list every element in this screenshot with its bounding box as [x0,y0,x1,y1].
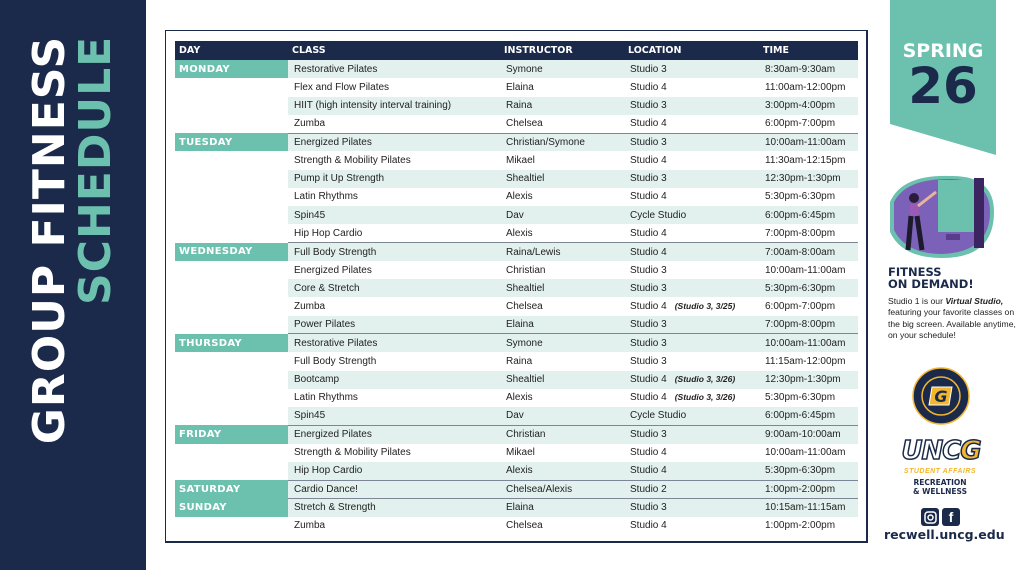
location [624,78,759,96]
instructor: Alexis [506,191,533,203]
class-name: Strength & Mobility Pilates [294,154,411,166]
table-row [175,60,858,78]
table-row [175,261,858,279]
location-name: Studio 4 [630,81,667,93]
class-name: Zumba [294,520,326,532]
class-name: Spin45 [288,206,500,224]
class-name: Hip Hop Cardio [294,227,363,239]
uncg-logo [893,436,989,466]
time: 3:00pm-4:00pm [759,97,858,115]
instructor: Chelsea [506,301,543,313]
instructor: Symone [500,60,624,78]
instructor: Raina [500,97,624,115]
time: 10:00am-11:00am [759,334,858,352]
day-empty [175,97,288,115]
table-row [175,316,858,334]
time: 7:00pm-8:00pm [765,227,836,239]
instructor: Elaina [500,498,624,516]
table-row [175,279,858,297]
table-row [175,407,858,425]
table-row [175,206,858,224]
location-name: Studio 4 [630,118,667,130]
location-name: Studio 3 [630,502,667,514]
day-empty [175,261,288,279]
location [624,97,759,115]
location-name: Studio 4 [630,301,667,313]
instructor: Christian [500,425,624,443]
day-empty [175,297,288,315]
table-row [175,444,858,462]
department-line-1: RECREATION [913,478,967,487]
location-name: Studio 4 [630,227,667,239]
location [624,206,759,224]
table-header [175,41,858,60]
department-name [890,478,990,496]
location [624,425,759,443]
location [624,297,759,315]
time: 10:00am-11:00am [759,133,858,151]
day-label: SUNDAY [175,498,288,516]
virtual-studio-illustration [882,172,996,260]
day-empty [175,206,288,224]
location-name: Studio 2 [630,483,667,495]
location [624,261,759,279]
department-line-2: & WELLNESS [913,487,967,496]
table-row [175,498,858,516]
table-row [175,352,858,370]
class-name: Cardio Dance! [288,480,500,498]
class-name: Pump it Up Strength [288,170,500,188]
time: 10:00am-11:00am [765,264,846,276]
instructor: Alexis [506,392,533,404]
promo-text-3: featuring your favorite classes on the big screen. Available anytime, on your schedule! [888,307,1016,340]
instructor: Shealtiel [500,170,624,188]
spartan-experience-seal [912,367,970,425]
day-empty [175,517,288,535]
instructor: Elaina [500,316,624,334]
class-name: Energized Pilates [288,133,500,151]
table-row [175,517,858,535]
promo-text [888,296,1018,341]
column-header-location: LOCATION [624,41,759,60]
time: 11:00am-12:00pm [765,81,846,93]
location-name: Studio 3 [630,282,667,294]
day-empty [175,407,288,425]
instructor: Christian/Symone [500,133,624,151]
location-note: (Studio 3, 3/26) [674,392,736,403]
day-label: THURSDAY [175,334,288,352]
time: 6:00pm-6:45pm [759,206,858,224]
location-name: Studio 4 [630,191,667,203]
website-link[interactable]: recwell.uncg.edu [884,527,1005,542]
location-name: Studio 4 [630,374,667,386]
day-empty [175,224,288,242]
day-empty [175,78,288,96]
class-name: Restorative Pilates [288,60,500,78]
time: 7:00am-8:00am [759,243,858,261]
class-name: Energized Pilates [294,264,372,276]
instructor: Raina [506,355,533,367]
location-name: Cycle Studio [630,209,687,221]
time: 1:00pm-2:00pm [765,520,836,532]
page-title [24,35,121,445]
location [624,133,759,151]
location [624,60,759,78]
location-name: Studio 4 [630,154,667,166]
time: 6:00pm-6:45pm [759,407,858,425]
student-affairs-label: STUDENT AFFAIRS [903,468,977,475]
time: 1:00pm-2:00pm [759,480,858,498]
class-name: Full Body Strength [294,355,377,367]
day-empty [175,371,288,389]
time: 8:30am-9:30am [759,60,858,78]
day-label: WEDNESDAY [175,243,288,261]
location [624,243,759,261]
class-name: Full Body Strength [288,243,500,261]
season-label: SPRING [902,40,984,62]
location [624,462,759,480]
location [624,371,759,389]
table-row [175,133,858,151]
location-name: Studio 4 [630,392,667,404]
day-empty [175,352,288,370]
time: 12:30pm-1:30pm [759,371,858,389]
time: 6:00pm-7:00pm [765,118,836,130]
instructor: Mikael [506,447,535,459]
table-row [175,78,858,96]
class-name: Stretch & Strength [288,498,500,516]
svg-text:G: G [934,387,948,406]
time: 5:30pm-6:30pm [759,279,858,297]
time: 6:00pm-7:00pm [765,301,836,313]
time: 5:30pm-6:30pm [765,392,836,404]
instructor: Shealtiel [500,371,624,389]
instagram-icon[interactable] [921,508,939,526]
day-label: TUESDAY [175,133,288,151]
table-row [175,243,858,261]
instructor: Raina/Lewis [500,243,624,261]
uncg-logo-unc: UNC [901,436,961,466]
time: 5:30pm-6:30pm [765,191,836,203]
instructor: Dav [500,206,624,224]
social-links [921,508,960,526]
location-name: Studio 4 [630,246,667,258]
location-name: Studio 3 [630,429,667,441]
table-row [175,389,858,407]
location [624,151,759,169]
promo-text-1: Studio 1 is our [888,296,946,306]
location-name: Studio 3 [630,319,667,331]
class-name: Spin45 [288,407,500,425]
column-header-class: CLASS [288,41,500,60]
day-label: SATURDAY [175,480,288,498]
class-name: HIIT (high intensity interval training) [288,97,500,115]
location [624,352,759,370]
class-name: Energized Pilates [288,425,500,443]
day-empty [175,115,288,133]
table-row [175,334,858,352]
class-name: Zumba [294,301,326,313]
location-name: Studio 4 [630,520,667,532]
day-empty [175,170,288,188]
class-name: Zumba [294,118,326,130]
location-note: (Studio 3, 3/25) [674,301,736,312]
day-empty [175,444,288,462]
location-name: Studio 3 [630,355,667,367]
location-name: Studio 3 [630,264,667,276]
time: 12:30pm-1:30pm [759,170,858,188]
column-header-instructor: INSTRUCTOR [500,41,624,60]
location-name: Studio 3 [630,136,667,148]
day-empty [175,188,288,206]
promo-title [888,266,974,290]
instructor: Chelsea [506,118,543,130]
column-header-day: DAY [175,41,288,60]
location [624,498,759,516]
season-year: 26 [908,57,978,115]
day-empty [175,279,288,297]
location-note: (Studio 3, 3/26) [674,374,736,385]
promo-title-line-1: FITNESS [888,265,942,279]
time: 5:30pm-6:30pm [759,462,858,480]
time: 11:15am-12:00pm [765,355,846,367]
column-header-time: TIME [759,41,858,60]
class-name: Core & Stretch [288,279,500,297]
location [624,480,759,498]
location-name: Cycle Studio [630,410,687,422]
promo-text-2: Virtual Studio, [945,296,1004,306]
instructor: Dav [500,407,624,425]
instructor: Alexis [506,227,533,239]
location-name: Studio 4 [630,447,667,459]
location [624,224,759,242]
table-row [175,188,858,206]
class-name: Restorative Pilates [288,334,500,352]
table-row [175,224,858,242]
class-name: Latin Rhythms [294,191,358,203]
instructor: Christian [506,264,546,276]
location [624,188,759,206]
day-empty [175,151,288,169]
location [624,334,759,352]
day-label: MONDAY [175,60,288,78]
table-row [175,170,858,188]
table-row [175,371,858,389]
class-name: Latin Rhythms [294,392,358,404]
instructor: Alexis [500,462,624,480]
location [624,444,759,462]
table-row [175,97,858,115]
class-name: Strength & Mobility Pilates [294,447,411,459]
location-name: Studio 3 [630,100,667,112]
instructor: Chelsea/Alexis [500,480,624,498]
instructor: Elaina [506,81,534,93]
location-name: Studio 3 [630,173,667,185]
time: 7:00pm-8:00pm [759,316,858,334]
instructor: Mikael [506,154,535,166]
class-name: Power Pilates [288,316,500,334]
class-name: Bootcamp [288,371,500,389]
time: 10:15am-11:15am [759,498,858,516]
instructor: Shealtiel [500,279,624,297]
day-empty [175,316,288,334]
table-row [175,480,858,498]
location [624,279,759,297]
day-empty [175,462,288,480]
table-row [175,151,858,169]
title-line-1: GROUP FITNESS [24,35,75,445]
class-name: Hip Hop Cardio [288,462,500,480]
location [624,517,759,535]
class-name: Flex and Flow Pilates [294,81,390,93]
location [624,170,759,188]
location-name: Studio 3 [630,337,667,349]
location [624,407,759,425]
uncg-logo-g: G [960,436,981,466]
table-row [175,297,858,315]
time: 10:00am-11:00am [765,447,846,459]
table-row [175,462,858,480]
table-row [175,115,858,133]
location [624,316,759,334]
schedule-table [175,41,858,535]
location-name: Studio 3 [630,63,667,75]
facebook-icon[interactable]: f [942,508,960,526]
day-label: FRIDAY [175,425,288,443]
instructor: Symone [500,334,624,352]
location [624,389,759,407]
time: 9:00am-10:00am [759,425,858,443]
time: 11:30am-12:15pm [765,154,846,166]
location [624,115,759,133]
title-line-2: SCHEDULE [70,35,121,306]
table-row [175,425,858,443]
day-empty [175,389,288,407]
promo-title-line-2: ON DEMAND! [888,277,974,291]
location-name: Studio 4 [630,465,667,477]
instructor: Chelsea [506,520,543,532]
